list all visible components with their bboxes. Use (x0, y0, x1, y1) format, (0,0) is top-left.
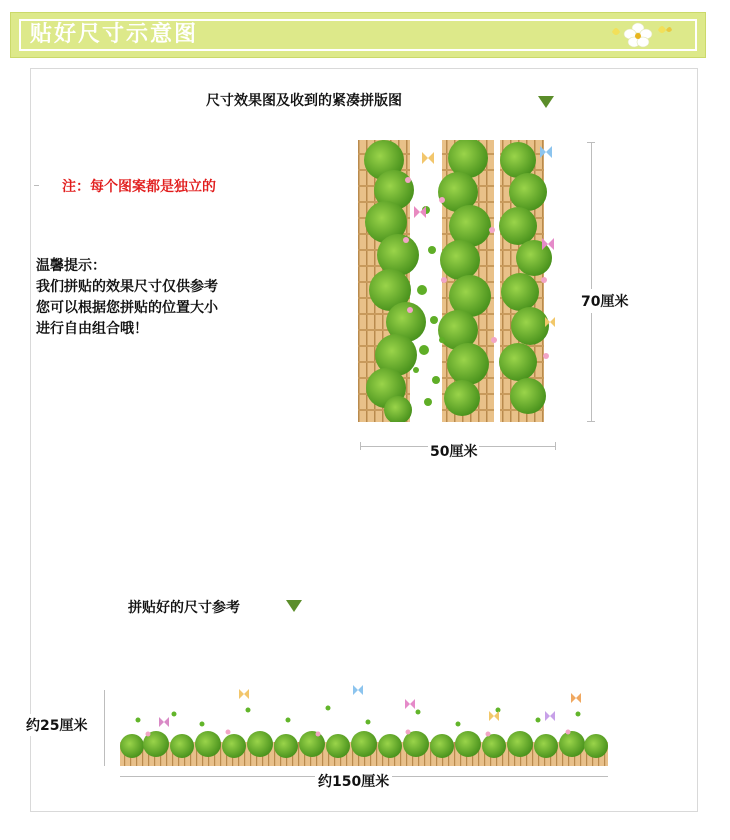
section-heading-assembled: 拼贴好的尺寸参考 (128, 600, 240, 616)
width-label: 50厘米 (428, 441, 479, 461)
assembled-border-image (118, 680, 610, 768)
dimension-cap (587, 421, 595, 422)
tips-block (36, 256, 218, 340)
height-label: 约25厘米 (26, 714, 87, 736)
height-dimension-line (591, 142, 592, 422)
divider-tick (34, 185, 39, 186)
product-sticker-image (358, 140, 558, 422)
flower-butterfly-icon (606, 18, 676, 52)
tips-line: 进行自由组合哦！ (36, 321, 148, 337)
triangle-down-icon (538, 96, 554, 108)
dimension-cap (360, 442, 361, 450)
note-text: 注：每个图案都是独立的 (62, 179, 216, 195)
tips-line: 您可以根据您拼贴的位置大小 (36, 300, 218, 316)
dimension-cap (587, 142, 595, 143)
triangle-down-icon (286, 600, 302, 612)
height-label: 70厘米 (581, 289, 628, 313)
tips-line: 我们拼贴的效果尺寸仅供参考 (36, 279, 218, 295)
banner-title: 贴好尺寸示意图 (30, 22, 199, 47)
dimension-cap (555, 442, 556, 450)
width-label: 约150厘米 (315, 771, 392, 791)
section-heading-layout: 尺寸效果图及收到的紧凑拼版图 (206, 93, 402, 109)
height-dimension-line (104, 690, 105, 766)
tips-line: 温馨提示： (36, 258, 106, 274)
